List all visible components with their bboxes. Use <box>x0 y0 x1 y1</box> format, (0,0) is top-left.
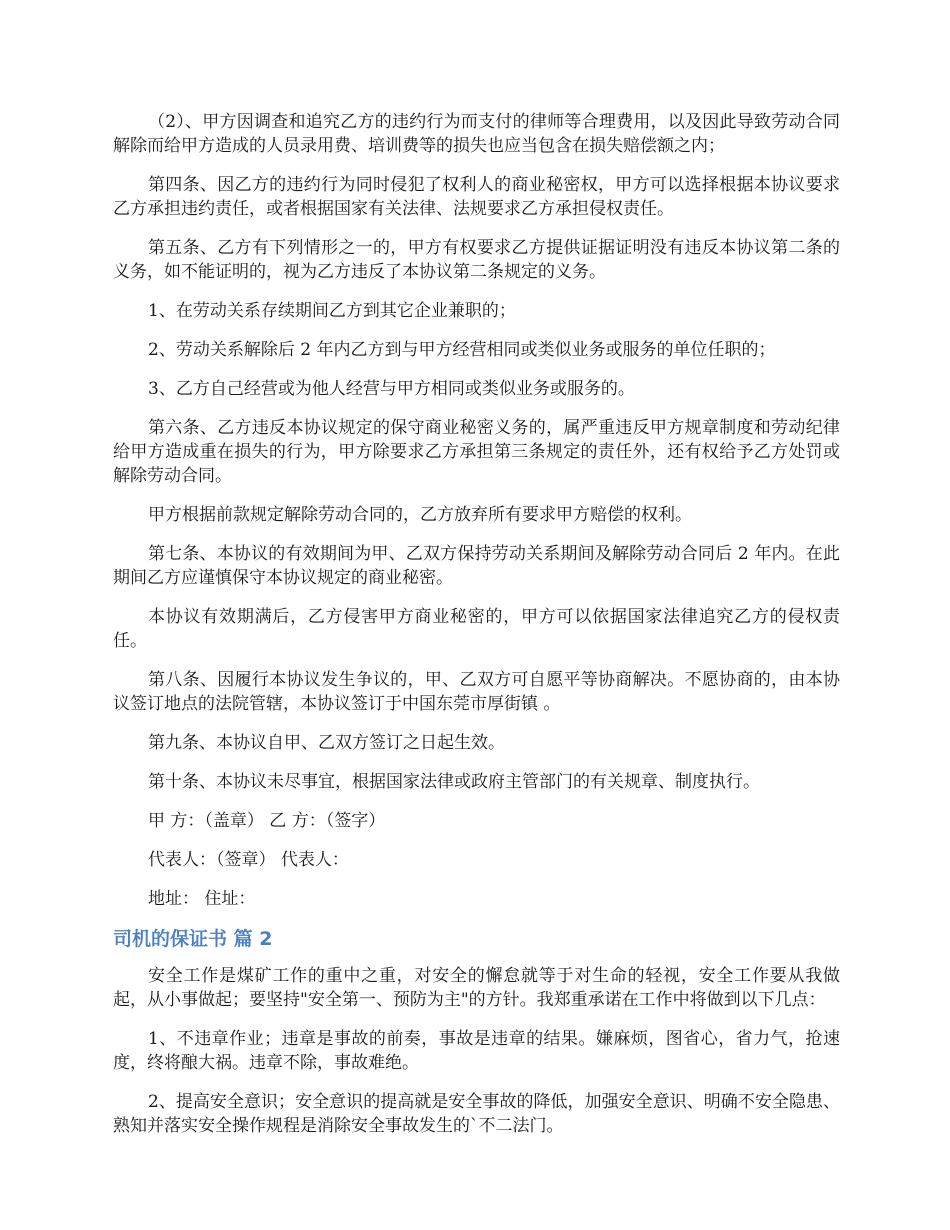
paragraph-article-7-note: 本协议有效期满后，乙方侵害甲方商业秘密的，甲方可以依据国家法律追究乙方的侵权责任。 <box>113 607 840 651</box>
paragraph-article-5: 第五条、乙方有下列情形之一的，甲方有权要求乙方提供证据证明没有违反本协议第二条的义务，如不能证明的，视为乙方违反了本协议第二条规定的义务。 <box>113 238 840 282</box>
paragraph-clause-2-2: （2）、甲方因调查和追究乙方的违约行为而支付的律师等合理费用，以及因此导致劳动合同解除而给甲方造成的人员录用费、培训费等的损失也应当包含在损失赔偿额之内； <box>113 112 840 156</box>
paragraph-article-8: 第八条、因履行本协议发生争议的，甲、乙双方可自愿平等协商解决。不愿协商的，由本协议签订地点的法院管辖，本协议签订于中国东莞市厚街镇 。 <box>113 670 840 714</box>
document-body <box>113 110 840 1153</box>
signature-line-representatives: 代表人：（签章） 代表人： <box>148 850 349 870</box>
signature-line-parties: 甲 方：（盖章） 乙 方：（签字） <box>148 811 386 831</box>
section-heading: 司机的保证书 篇 2 <box>113 928 273 950</box>
paragraph-article-6: 第六条、乙方违反本协议规定的保守商业秘密义务的，属严重违反甲方规章制度和劳动纪律给甲方造成重在损失的行为，甲方除要求乙方承担第三条规定的责任外，还有权给予乙方处罚或解除劳动合同。 <box>113 418 840 486</box>
paragraph-list-item-3: 3、乙方自己经营或为他人经营与甲方相同或类似业务或服务的。 <box>148 379 635 399</box>
paragraph-article-9: 第九条、本协议自甲、乙双方签订之日起生效。 <box>148 733 505 753</box>
paragraph-list-item-2: 2、劳动关系解除后 2 年内乙方到与甲方经营相同或类似业务或服务的单位任职的； <box>148 340 776 360</box>
paragraph-list-item-1: 1、在劳动关系存续期间乙方到其它企业兼职的； <box>148 301 516 321</box>
paragraph-article-7: 第七条、本协议的有效期间为甲、乙双方保持劳动关系期间及解除劳动合同后 2 年内。在此期间乙方应谨慎保守本协议规定的商业秘密。 <box>113 544 840 588</box>
paragraph-article-10: 第十条、本协议未尽事宜，根据国家法律或政府主管部门的有关规章、制度执行。 <box>148 772 760 792</box>
paragraph-safety-point-1: 1、不违章作业；违章是事故的前奏，事故是违章的结果。嫌麻烦，图省心，省力气，抢速度，终将酿大祸。违章不除，事故难绝。 <box>113 1029 840 1073</box>
paragraph-safety-intro: 安全工作是煤矿工作的重中之重，对安全的懈怠就等于对生命的轻视，安全工作要从我做起，从小事做起；要坚持"安全第一、预防为主"的方针。我郑重承诺在工作中将做到以下几点： <box>113 966 840 1010</box>
paragraph-article-6-note: 甲方根据前款规定解除劳动合同的，乙方放弃所有要求甲方赔偿的权利。 <box>148 505 692 525</box>
paragraph-article-4: 第四条、因乙方的违约行为同时侵犯了权利人的商业秘密权，甲方可以选择根据本协议要求乙方承担违约责任，或者根据国家有关法律、法规要求乙方承担侵权责任。 <box>113 175 840 219</box>
signature-line-addresses: 地址： 住址： <box>148 889 256 909</box>
paragraph-safety-point-2: 2、提高安全意识；安全意识的提高就是安全事故的降低，加强安全意识、明确不安全隐患、熟知并落实安全操作规程是消除安全事故发生的`不二法门。 <box>113 1092 840 1136</box>
